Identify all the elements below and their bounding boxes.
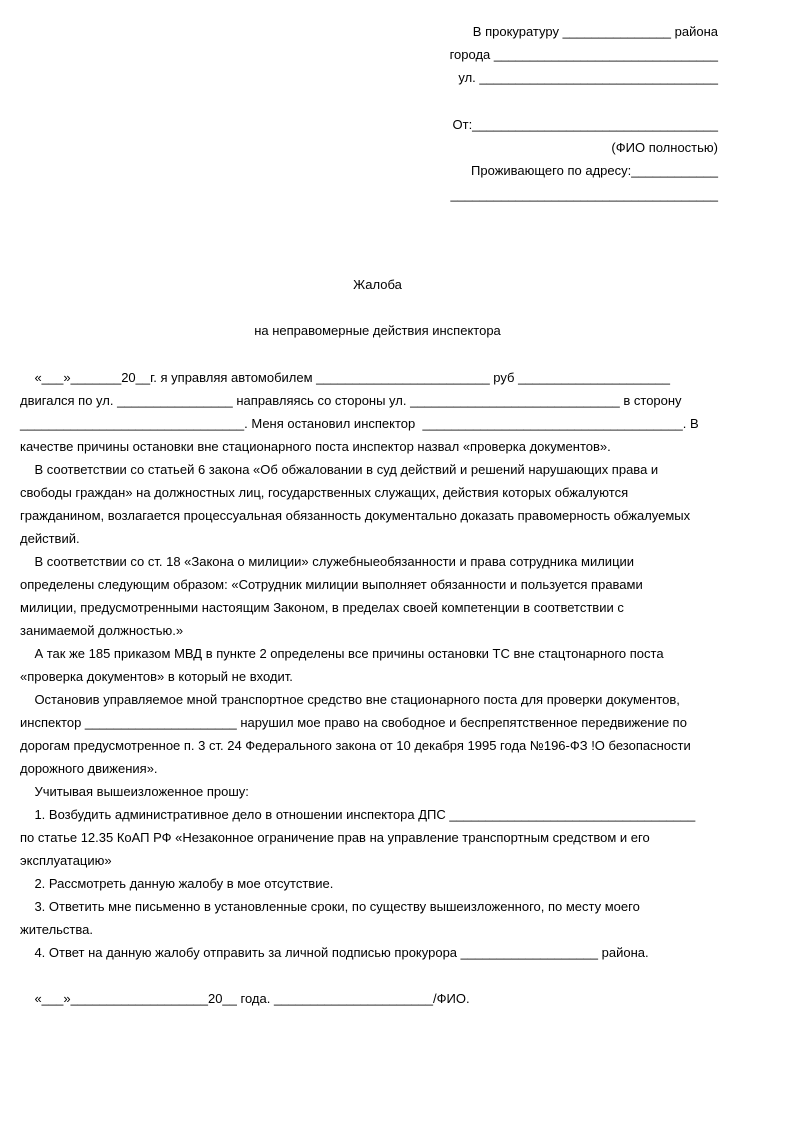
body-line: _______________________________. Меня остановил инспектор ____________________________________. В <box>20 416 699 431</box>
body-line: инспектор _____________________ нарушил мое право на свободное и беспрепятственное передвижение по <box>20 715 687 730</box>
body-line: Учитывая вышеизложенное прошу: <box>20 784 249 799</box>
body-line: «проверка документов» в который не входит. <box>20 669 293 684</box>
body-line: В соответствии со ст. 18 «Закона о милиции» служебныеобязанности и права сотрудника милиции <box>20 554 635 569</box>
body-line: свободы граждан» на должностных лиц, государственных служащих, действия которых обжалуются <box>20 485 629 500</box>
body-line: занимаемой должностью.» <box>20 623 184 638</box>
body-line: эксплуатацию» <box>20 853 112 868</box>
header-fio-note: (ФИО полностью) <box>611 140 718 155</box>
body-line: «___»_______20__г. я управляя автомобилем ________________________ руб _____________________ <box>20 370 670 385</box>
body-line: действий. <box>20 531 80 546</box>
header-street: ул. _________________________________ <box>458 70 718 85</box>
body-line: 2. Рассмотреть данную жалобу в мое отсутствие. <box>20 876 334 891</box>
document-title: Жалоба <box>353 277 402 292</box>
body-line: по статье 12.35 КоАП РФ «Незаконное ограничение прав на управление транспортным средством и его <box>20 830 650 845</box>
body-line: дорогам предусмотренное п. 3 ст. 24 Федерального закона от 10 декабря 1995 года №196-ФЗ !О безопасности <box>20 738 691 753</box>
body-line: дорожного движения». <box>20 761 158 776</box>
body-line: качестве причины остановки вне стационарного поста инспектор назвал «проверка документов». <box>20 439 611 454</box>
body-line: определены следующим образом: «Сотрудник милиции выполняет обязанности и пользуется правами <box>20 577 643 592</box>
body-line: 3. Ответить мне письменно в установленные сроки, по существу вышеизложенного, по месту моего <box>20 899 640 914</box>
body-line: 4. Ответ на данную жалобу отправить за личной подписью прокурора ___________________ района. <box>20 945 649 960</box>
document-subtitle: на неправомерные действия инспектора <box>254 323 501 338</box>
header-city: города _______________________________ <box>449 47 718 62</box>
header-address-line: _____________________________________ <box>450 187 718 202</box>
signature-line: «___»___________________20__ года. ______________________/ФИО. <box>20 991 470 1006</box>
header-from: От:__________________________________ <box>452 117 718 132</box>
body-line: А так же 185 приказом МВД в пункте 2 определены все причины остановки ТС вне стацтонарного поста <box>20 646 664 661</box>
body-line: гражданином, возлагается процессуальная обязанность документально доказать правомерность обжалуемых <box>20 508 691 523</box>
body-line: милиции, предусмотренными настоящим Законом, в пределах своей компетенции в соответствии с <box>20 600 624 615</box>
body-line: Остановив управляемое мной транспортное средство вне стационарного поста для проверки документов, <box>20 692 680 707</box>
body-line: В соответствии со статьей 6 закона «Об обжаловании в суд действий и решений нарушающих права и <box>20 462 659 477</box>
body-line: двигался по ул. ________________ направляясь со стороны ул. _____________________________ в сторону <box>20 393 682 408</box>
body-line: жительства. <box>20 922 93 937</box>
body-line: 1. Возбудить административное дело в отношении инспектора ДПС __________________________________ <box>20 807 696 822</box>
header-residing: Проживающего по адресу:____________ <box>471 163 718 178</box>
header-to-prosecutor: В прокуратуру _______________ района <box>472 24 718 39</box>
